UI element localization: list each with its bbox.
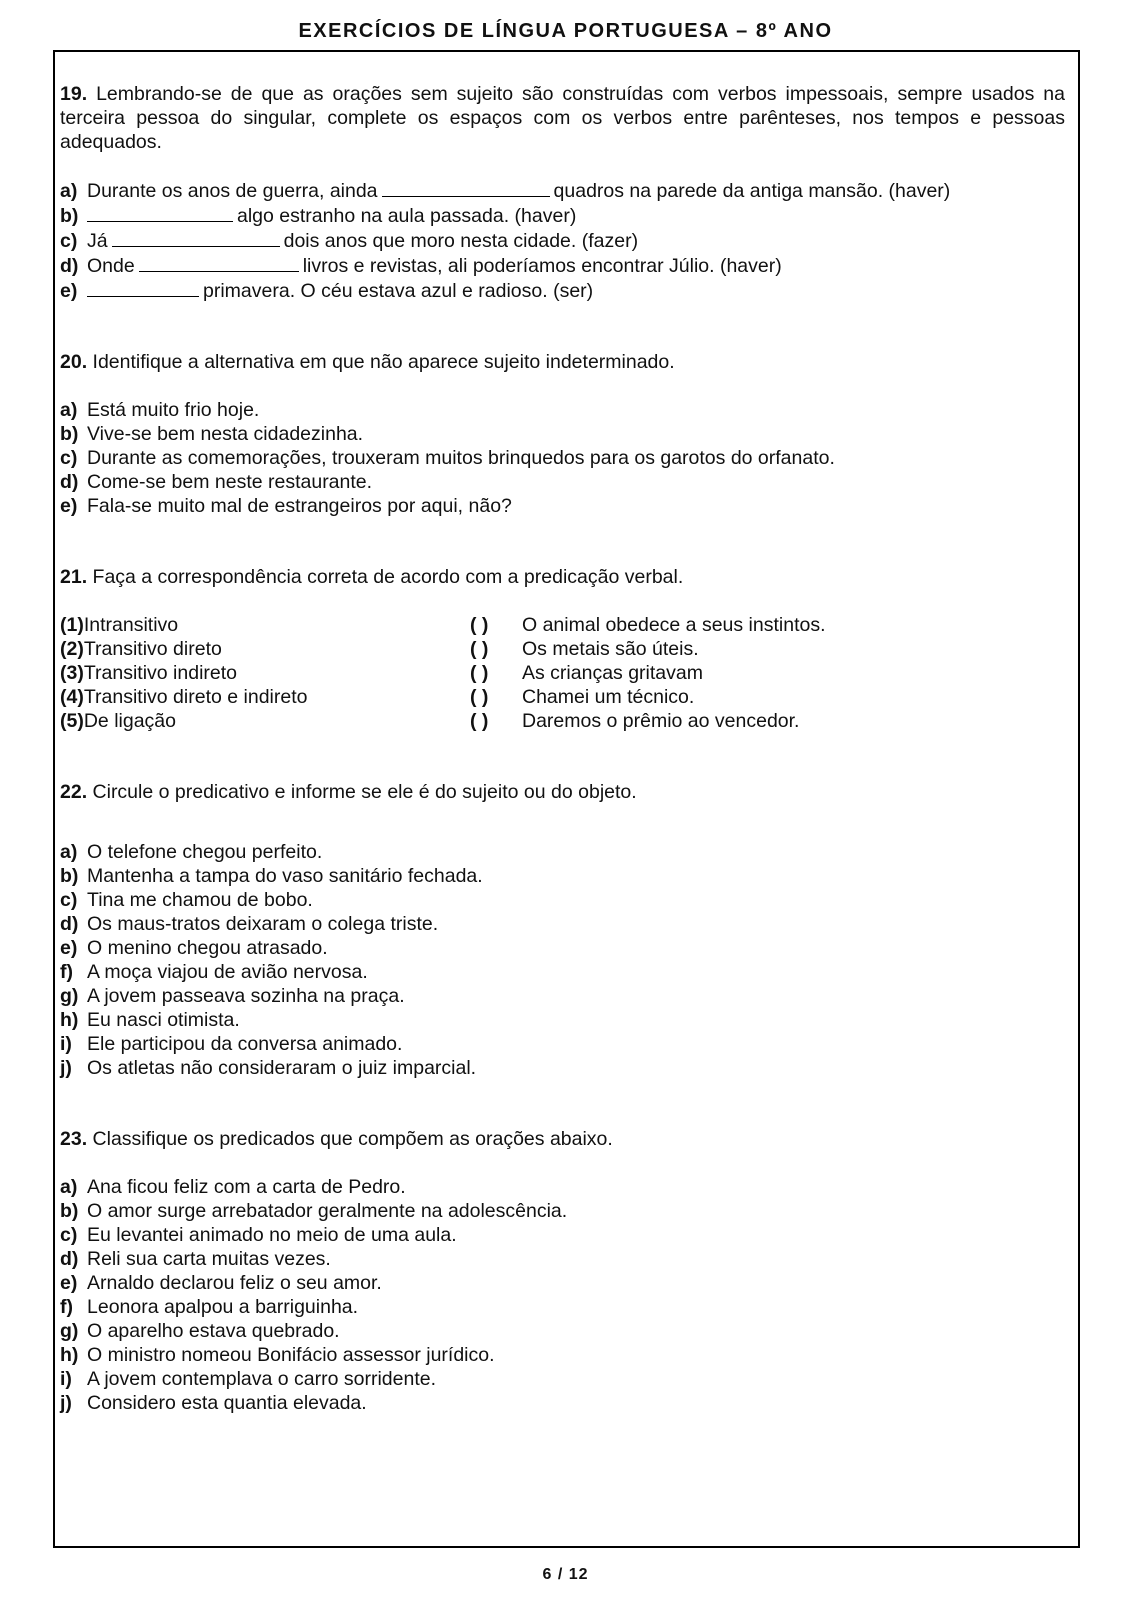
item-text: Os atletas não consideraram o juiz imparcial. [87, 1057, 477, 1079]
item-letter: b) [60, 423, 79, 445]
question-23 [60, 1127, 1065, 1151]
answer-blank[interactable] [139, 253, 299, 272]
item-text: O amor surge arrebatador geralmente na adolescência. [87, 1200, 568, 1222]
item-letter: h) [60, 1009, 79, 1031]
answer-parenthesis[interactable]: ( ) [470, 638, 489, 660]
match-statement [470, 661, 1065, 685]
question-19 [60, 82, 1065, 154]
item-text-before: Onde [87, 255, 135, 277]
item-letter: j) [60, 1392, 72, 1414]
statement-text: Chamei um técnico. [522, 686, 695, 708]
item-letter: g) [60, 985, 79, 1007]
option-label: Transitivo direto [83, 638, 222, 660]
item-letter: e) [60, 937, 78, 959]
item-letter: c) [60, 447, 78, 469]
item-letter: d) [60, 255, 79, 277]
list-item [60, 1175, 1065, 1199]
item-text: A jovem passeava sozinha na praça. [87, 985, 405, 1007]
answer-blank[interactable] [87, 278, 199, 297]
list-item [60, 1247, 1065, 1271]
item-letter: a) [60, 180, 78, 202]
item-text: Está muito frio hoje. [87, 399, 260, 421]
item-text: Arnaldo declarou feliz o seu amor. [87, 1272, 382, 1294]
item-text: A moça viajou de avião nervosa. [87, 961, 368, 983]
list-item [60, 912, 1065, 936]
question-text: Classifique os predicados que compõem as orações abaixo. [87, 1128, 613, 1150]
item-letter: e) [60, 495, 78, 517]
list-item [60, 494, 1065, 518]
question-text: Lembrando-se de que as orações sem sujeito são construídas com verbos impessoais, sempre usados na terceira pessoa do singular, complete os espaços com os verbos entre parênteses, nos tempos e pessoas adequados. [60, 83, 1065, 153]
item-text: Ele participou da conversa animado. [87, 1033, 403, 1055]
question-number: 21. [60, 566, 88, 588]
list-item [60, 840, 1065, 864]
match-option [60, 637, 470, 661]
item-letter: f) [60, 1296, 73, 1318]
list-item [60, 1271, 1065, 1295]
list-item [60, 1008, 1065, 1032]
statement-text: Daremos o prêmio ao vencedor. [522, 710, 800, 732]
answer-parenthesis[interactable]: ( ) [470, 662, 489, 684]
item-text: Os maus-tratos deixaram o colega triste. [87, 913, 439, 935]
item-letter: a) [60, 1176, 78, 1198]
item-letter: f) [60, 961, 73, 983]
item-text: A jovem contemplava o carro sorridente. [87, 1368, 437, 1390]
list-item [60, 1223, 1065, 1247]
option-number: (3) [60, 662, 84, 684]
statement-text: Os metais são úteis. [522, 638, 699, 660]
match-option [60, 613, 470, 637]
answer-parenthesis[interactable]: ( ) [470, 614, 489, 636]
item-text-before: Já [87, 230, 108, 252]
question-number: 22. [60, 781, 88, 803]
item-text: Tina me chamou de bobo. [87, 889, 313, 911]
match-statement [470, 637, 1065, 661]
answer-parenthesis[interactable]: ( ) [470, 686, 489, 708]
item-text: O aparelho estava quebrado. [87, 1320, 340, 1342]
list-item [60, 253, 1065, 278]
answer-blank[interactable] [87, 203, 233, 222]
item-letter: c) [60, 230, 78, 252]
list-item [60, 1199, 1065, 1223]
exercise-content [60, 82, 1065, 1415]
answer-parenthesis[interactable]: ( ) [470, 710, 489, 732]
item-text: O menino chegou atrasado. [87, 937, 328, 959]
list-item [60, 228, 1065, 253]
item-letter: b) [60, 1200, 79, 1222]
page-header: EXERCÍCIOS DE LÍNGUA PORTUGUESA – 8º ANO [298, 20, 833, 42]
list-item [60, 1391, 1065, 1415]
item-text: Mantenha a tampa do vaso sanitário fechada. [87, 865, 483, 887]
item-text-after: quadros na parede da antiga mansão. (haver) [553, 180, 951, 202]
list-item [60, 278, 1065, 303]
item-text: O telefone chegou perfeito. [87, 841, 323, 863]
item-text: Considero esta quantia elevada. [87, 1392, 367, 1414]
item-letter: c) [60, 889, 78, 911]
option-label: Intransitivo [83, 614, 179, 636]
option-number: (1) [60, 614, 84, 636]
list-item [60, 960, 1065, 984]
option-label: De ligação [83, 710, 176, 732]
item-text-before: Durante os anos de guerra, ainda [87, 180, 378, 202]
statement-text: As crianças gritavam [522, 662, 703, 684]
item-letter: i) [60, 1033, 72, 1055]
question-23-items [60, 1175, 1065, 1415]
item-letter: e) [60, 280, 78, 302]
item-text: Eu nasci otimista. [87, 1009, 240, 1031]
list-item [60, 1032, 1065, 1056]
item-letter: c) [60, 1224, 78, 1246]
item-text: Reli sua carta muitas vezes. [87, 1248, 331, 1270]
list-item [60, 1367, 1065, 1391]
item-text-after: primavera. O céu estava azul e radioso. (ser) [203, 280, 594, 302]
item-text: O ministro nomeou Bonifácio assessor jurídico. [87, 1344, 495, 1366]
list-item [60, 422, 1065, 446]
list-item [60, 1319, 1065, 1343]
item-letter: d) [60, 1248, 79, 1270]
item-text: Vive-se bem nesta cidadezinha. [87, 423, 364, 445]
item-text-after: algo estranho na aula passada. (haver) [237, 205, 577, 227]
list-item [60, 1343, 1065, 1367]
list-item [60, 888, 1065, 912]
list-item [60, 178, 1065, 203]
item-text-after: dois anos que moro nesta cidade. (fazer) [283, 230, 639, 252]
question-19-items [60, 178, 1065, 303]
option-number: (5) [60, 710, 84, 732]
match-option [60, 685, 470, 709]
matching-table [60, 613, 1065, 733]
match-option [60, 709, 470, 733]
match-option [60, 661, 470, 685]
item-text: Durante as comemorações, trouxeram muitos brinquedos para os garotos do orfanato. [87, 447, 835, 469]
list-item [60, 203, 1065, 228]
answer-blank[interactable] [112, 228, 280, 247]
item-letter: b) [60, 865, 79, 887]
item-text: Eu levantei animado no meio de uma aula. [87, 1224, 457, 1246]
question-22 [60, 780, 1065, 804]
answer-blank[interactable] [382, 178, 550, 197]
list-item [60, 984, 1065, 1008]
item-letter: h) [60, 1344, 79, 1366]
question-22-items [60, 840, 1065, 1080]
list-item [60, 936, 1065, 960]
question-text: Faça a correspondência correta de acordo com a predicação verbal. [87, 566, 684, 588]
match-statement [470, 613, 1065, 637]
question-20 [60, 350, 1065, 374]
question-number: 19. [60, 83, 88, 105]
match-statement [470, 685, 1065, 709]
item-text: Come-se bem neste restaurante. [87, 471, 373, 493]
option-number: (2) [60, 638, 84, 660]
question-text: Identifique a alternativa em que não aparece sujeito indeterminado. [87, 351, 675, 373]
item-text: Leonora apalpou a barriguinha. [87, 1296, 359, 1318]
list-item [60, 864, 1065, 888]
option-label: Transitivo direto e indireto [83, 686, 308, 708]
item-letter: j) [60, 1057, 72, 1079]
item-letter: b) [60, 205, 79, 227]
question-21 [60, 565, 1065, 589]
question-number: 20. [60, 351, 88, 373]
question-20-items [60, 398, 1065, 518]
option-number: (4) [60, 686, 84, 708]
list-item [60, 398, 1065, 422]
question-number: 23. [60, 1128, 88, 1150]
statement-text: O animal obedece a seus instintos. [522, 614, 826, 636]
item-letter: a) [60, 841, 78, 863]
list-item [60, 1295, 1065, 1319]
item-letter: d) [60, 913, 79, 935]
page-number: 6 / 12 [542, 1566, 589, 1583]
item-text: Fala-se muito mal de estrangeiros por aqui, não? [87, 495, 512, 517]
item-letter: g) [60, 1320, 79, 1342]
list-item [60, 446, 1065, 470]
item-letter: d) [60, 471, 79, 493]
question-text: Circule o predicativo e informe se ele é do sujeito ou do objeto. [87, 781, 637, 803]
item-text-after: livros e revistas, ali poderíamos encontrar Júlio. (haver) [302, 255, 782, 277]
option-label: Transitivo indireto [83, 662, 238, 684]
item-letter: i) [60, 1368, 72, 1390]
item-letter: e) [60, 1272, 78, 1294]
list-item [60, 470, 1065, 494]
item-letter: a) [60, 399, 78, 421]
match-statement [470, 709, 1065, 733]
item-text: Ana ficou feliz com a carta de Pedro. [87, 1176, 406, 1198]
list-item [60, 1056, 1065, 1080]
